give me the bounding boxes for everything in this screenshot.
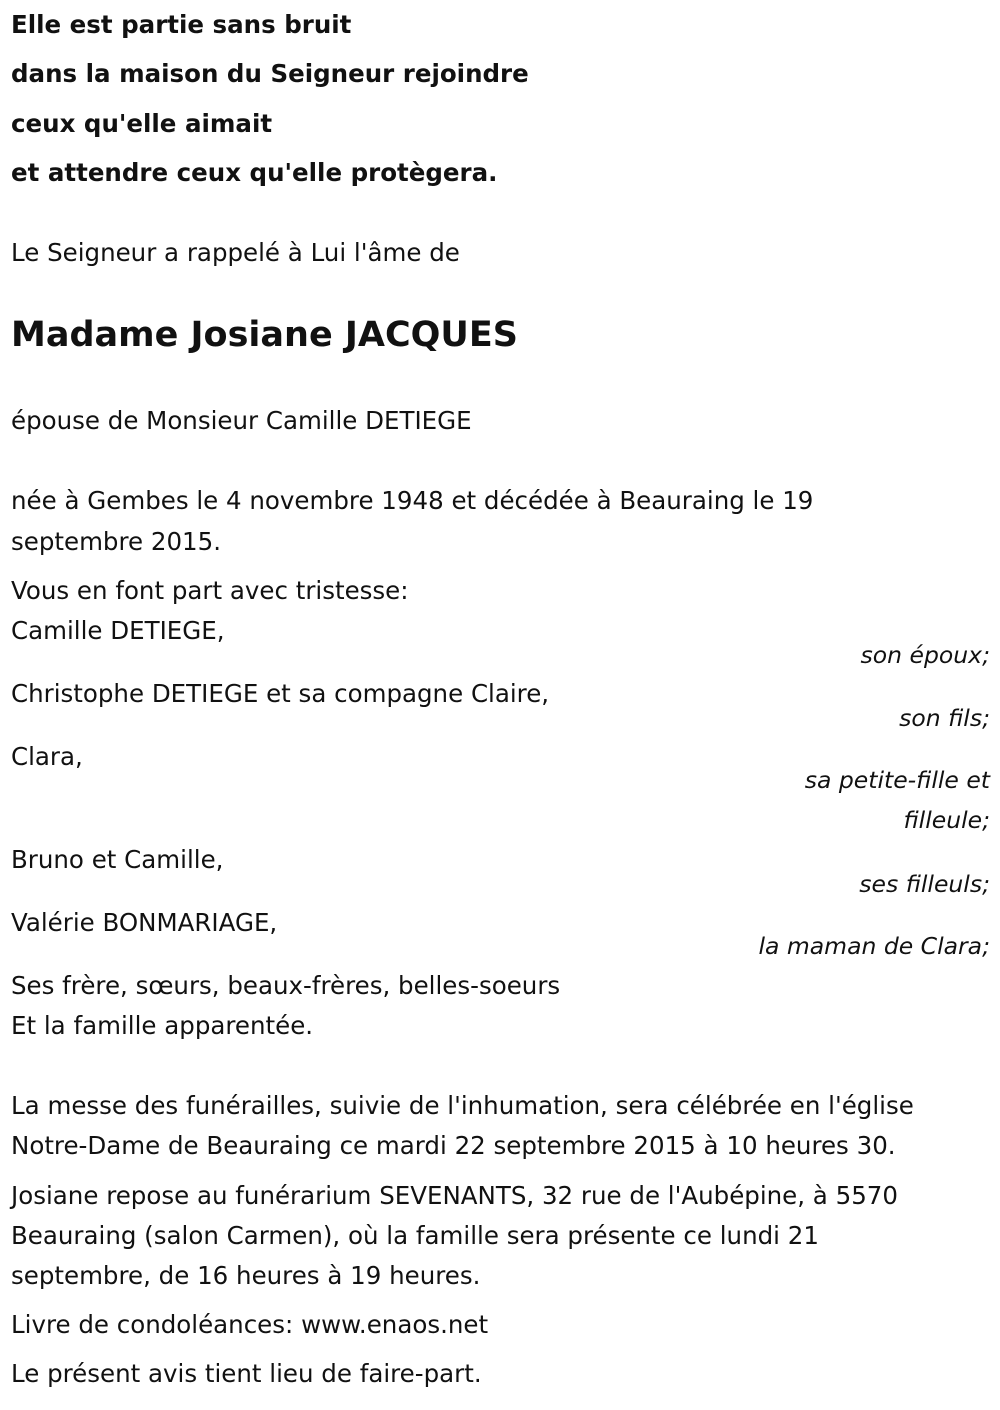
announcement-intro: Vous en font part avec tristesse:: [11, 576, 409, 605]
spouse-line: épouse de Monsieur Camille DETIEGE: [11, 406, 472, 435]
deceased-name: Madame Josiane JACQUES: [11, 315, 518, 355]
family-member-name: Clara,: [11, 742, 83, 771]
family-member-role: la maman de Clara;: [758, 932, 990, 960]
visitation-line-2: Beauraing (salon Carmen), où la famille sera présente ce lundi 21: [11, 1221, 819, 1250]
family-member-role: ses filleuls;: [859, 870, 990, 898]
family-member-name: Bruno et Camille,: [11, 845, 224, 874]
poem-line-4: et attendre ceux qu'elle protègera.: [11, 158, 498, 187]
intro-text: Le Seigneur a rappelé à Lui l'âme de: [11, 238, 460, 267]
family-member-name: Valérie BONMARIAGE,: [11, 908, 278, 937]
poem-line-1: Elle est partie sans bruit: [11, 10, 352, 39]
extended-family-line-1: Ses frère, sœurs, beaux-frères, belles-soeurs: [11, 971, 561, 1000]
funeral-line-2: Notre-Dame de Beauraing ce mardi 22 septembre 2015 à 10 heures 30.: [11, 1131, 896, 1160]
family-member-role: son époux;: [860, 641, 990, 669]
poem-line-3: ceux qu'elle aimait: [11, 109, 273, 138]
family-member-role: sa petite-fille et: [804, 766, 990, 794]
family-member-role: son fils;: [899, 704, 990, 732]
condolences-line: Livre de condoléances: www.enaos.net: [11, 1310, 489, 1339]
family-member-role: filleule;: [903, 806, 990, 834]
notice-line: Le présent avis tient lieu de faire-part.: [11, 1359, 482, 1388]
funeral-line-1: La messe des funérailles, suivie de l'inhumation, sera célébrée en l'église: [11, 1091, 914, 1120]
family-member-name: Christophe DETIEGE et sa compagne Claire,: [11, 679, 550, 708]
birth-death-line-2: septembre 2015.: [11, 527, 222, 556]
extended-family-line-2: Et la famille apparentée.: [11, 1011, 314, 1040]
birth-death-line-1: née à Gembes le 4 novembre 1948 et décédée à Beauraing le 19: [11, 486, 814, 515]
family-member-name: Camille DETIEGE,: [11, 616, 225, 645]
visitation-line-1: Josiane repose au funérarium SEVENANTS, 32 rue de l'Aubépine, à 5570: [11, 1181, 898, 1210]
poem-line-2: dans la maison du Seigneur rejoindre: [11, 59, 529, 88]
visitation-line-3: septembre, de 16 heures à 19 heures.: [11, 1261, 481, 1290]
